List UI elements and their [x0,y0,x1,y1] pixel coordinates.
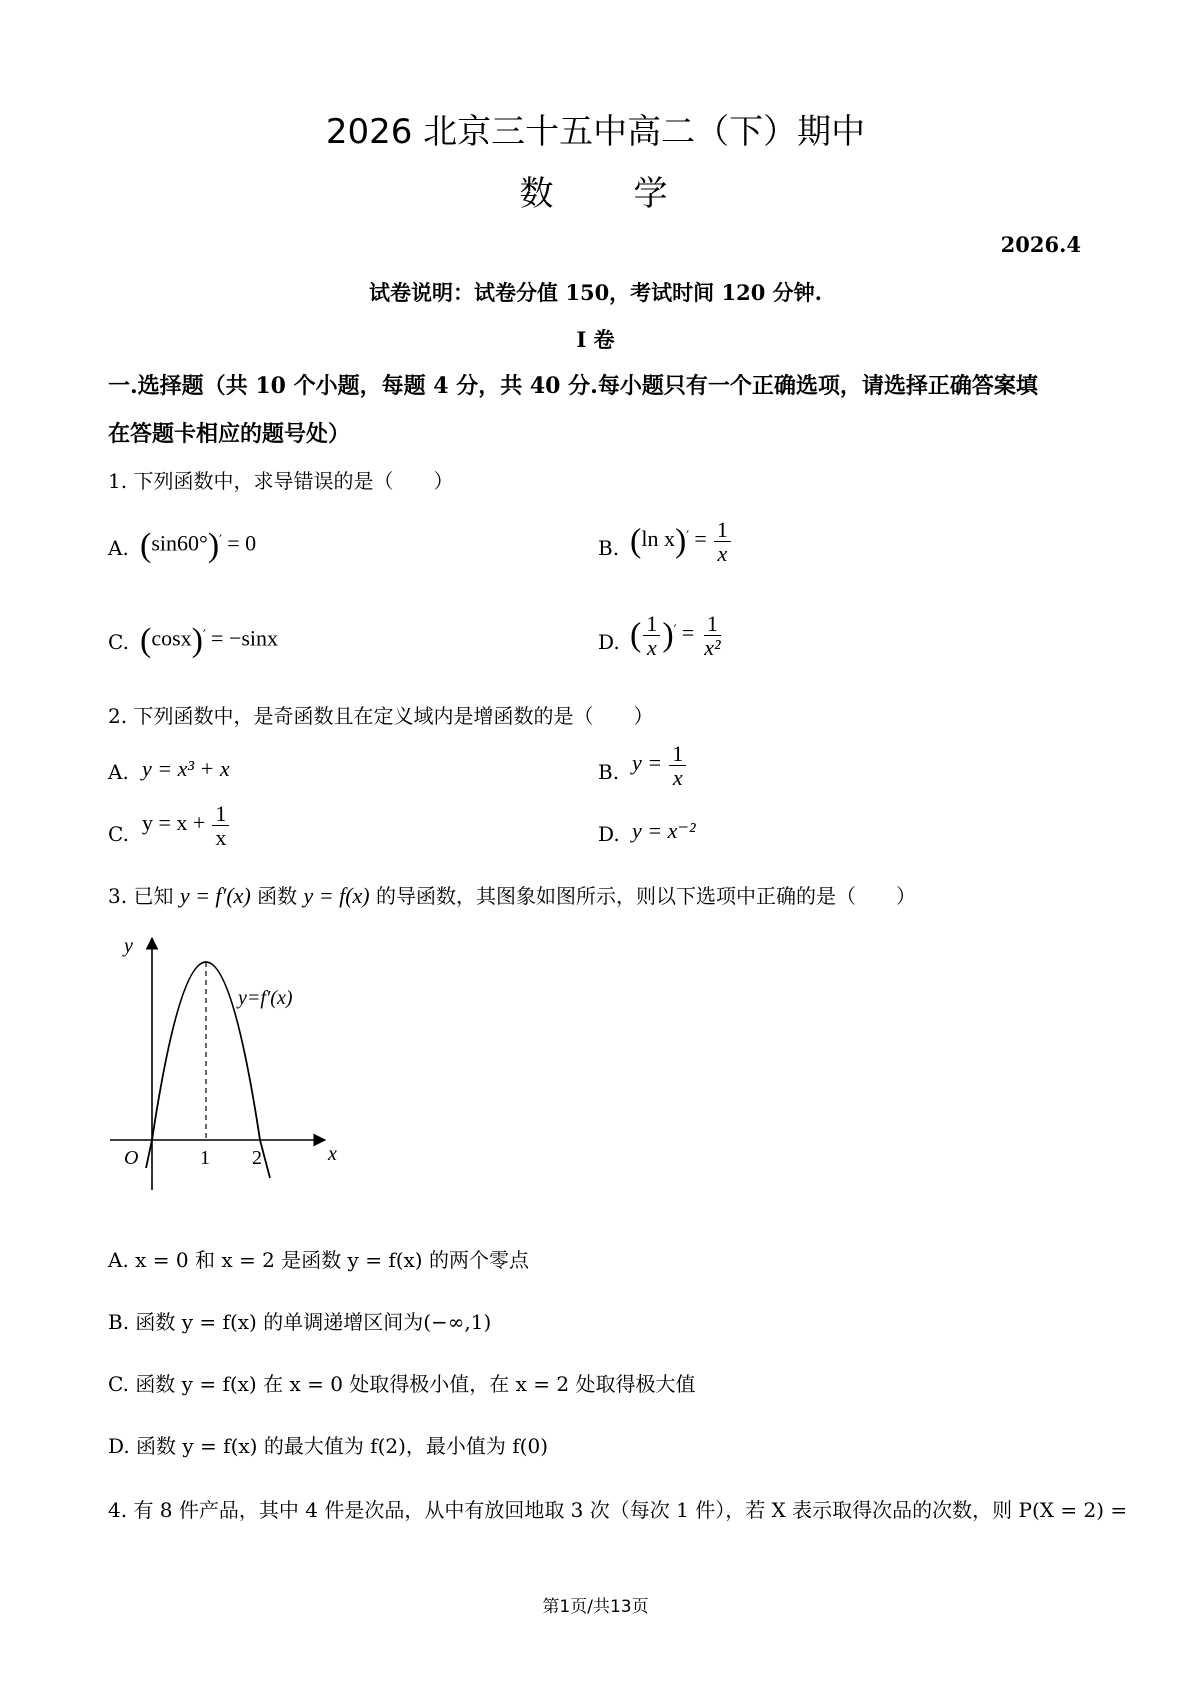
q1-d-den: x [646,635,657,661]
q1-option-c-formula: (cosx)′ = −sinx [140,622,279,659]
q1-b-eq: = [694,526,707,552]
q2-option-a-label: A. [108,760,129,784]
x-axis-label: x [328,1143,337,1165]
q3-option-a-text: x = 0 和 x = 2 是函数 y = f(x) 的两个零点 [135,1248,529,1272]
q3-option-b-text: 函数 y = f(x) 的单调递增区间为(−∞,1) [135,1310,492,1334]
q1-c-rhs: = −sinx [211,625,279,651]
q2-option-c-label: C. [108,822,129,846]
q3-option-b-label: B. [108,1310,130,1334]
q2-option-d-expr: y = x⁻² [632,818,696,843]
q3-option-c [108,1368,695,1397]
q3-option-d-label: D. [108,1434,130,1458]
q1-option-d-label: D. [598,630,620,654]
q3-stem-c: 函数 [257,884,298,908]
q3-option-a-label: A. [108,1248,129,1272]
q1-d-eq: = [681,620,695,646]
q1-option-a-label: A. [108,536,129,560]
q1-option-c-label: C. [108,630,129,654]
part-label: I 卷 [576,327,615,352]
q1-option-b-label: B. [598,536,620,560]
q3-derivative-graph [100,928,340,1193]
q1-b-den: x [717,541,728,567]
q2-option-b-label: B. [598,760,620,784]
q3-stem-a: 3. 已知 [108,884,174,908]
q1-option-d-formula: ( $\frac{1}{x}$ )′ = $\frac{1}{\text{x²}}$ [630,612,726,659]
q1-a-inner: sin60° [151,530,208,556]
q1-c-inner: cosx [151,625,192,651]
subject-title: 数 学 [519,174,672,214]
q3-option-b [108,1306,491,1335]
q1-option-a-formula: (sin60°)′ = 0 [140,527,257,564]
q1-b-num: 1 [714,518,731,542]
q3-stem-d: y = f(x) [303,883,370,908]
tick-label-1: 1 [200,1147,210,1169]
q1-a-rhs: = 0 [227,530,257,556]
question-2-stem: 2. 下列函数中，是奇函数且在定义域内是增函数的是（ ） [108,704,654,728]
section-heading-line2: 在答题卡相应的题号处） [108,421,351,447]
exam-date: 2026.4 [1000,232,1081,257]
q2-b-num: 1 [669,742,686,766]
q1-b-inner: ln x [641,526,675,552]
q2-b-den: x [672,765,683,791]
curve-label: y=f′(x) [238,987,293,1009]
q2-option-a-expr: y = x³ + x [142,756,230,781]
page-title: 2026 北京三十五中高二（下）期中 [325,112,866,152]
section-heading-line1: 一.选择题（共 10 个小题，每题 4 分，共 40 分.每小题只有一个正确选项，请选择正确答案填 [108,373,1038,399]
origin-label: O [124,1147,139,1169]
page-number: 第1页/共13页 [542,1597,649,1617]
q3-option-d-text: 函数 y = f(x) 的最大值为 f(2)，最小值为 f(0) [136,1434,548,1458]
question-1-stem: 1. 下列函数中，求导错误的是（ ） [108,469,454,493]
derivative-curve-head [146,1140,152,1168]
q2-option-d-label: D. [598,822,620,846]
y-axis-label: y [124,935,133,957]
q3-option-c-text: 函数 y = f(x) 在 x = 0 处取得极小值，在 x = 2 处取得极大值 [135,1372,696,1396]
question-4-stem: 4. 有 8 件产品，其中 4 件是次品，从中有放回地取 3 次（每次 1 件），若 X 表示取得次品的次数，则 P(X = 2) = [108,1498,1128,1522]
q3-option-d [108,1430,548,1459]
q2-b-lhs: y = [632,750,663,776]
q1-d-rnum: 1 [704,612,721,636]
q1-d-rden: x² [704,635,721,661]
q2-c-lhs: y = x + [142,810,206,836]
exam-instructions: 试卷说明：试卷分值 150，考试时间 120 分钟. [369,280,822,305]
q1-option-b-formula: (ln x)′ = $\frac{1}{x}$ [630,518,733,565]
q3-option-a [108,1244,529,1273]
q3-stem-b: y = f′(x) [179,883,251,908]
tick-label-2: 2 [252,1147,262,1169]
q1-d-num: 1 [643,612,660,636]
q2-c-den: x [215,825,227,851]
q2-option-b-formula [632,742,688,789]
q3-option-c-label: C. [108,1372,129,1396]
question-3-stem [108,880,916,909]
q3-stem-e: 的导函数，其图象如图所示，则以下选项中正确的是（ ） [375,884,916,908]
q2-c-num: 1 [212,802,229,826]
q2-option-c-formula [142,802,231,849]
